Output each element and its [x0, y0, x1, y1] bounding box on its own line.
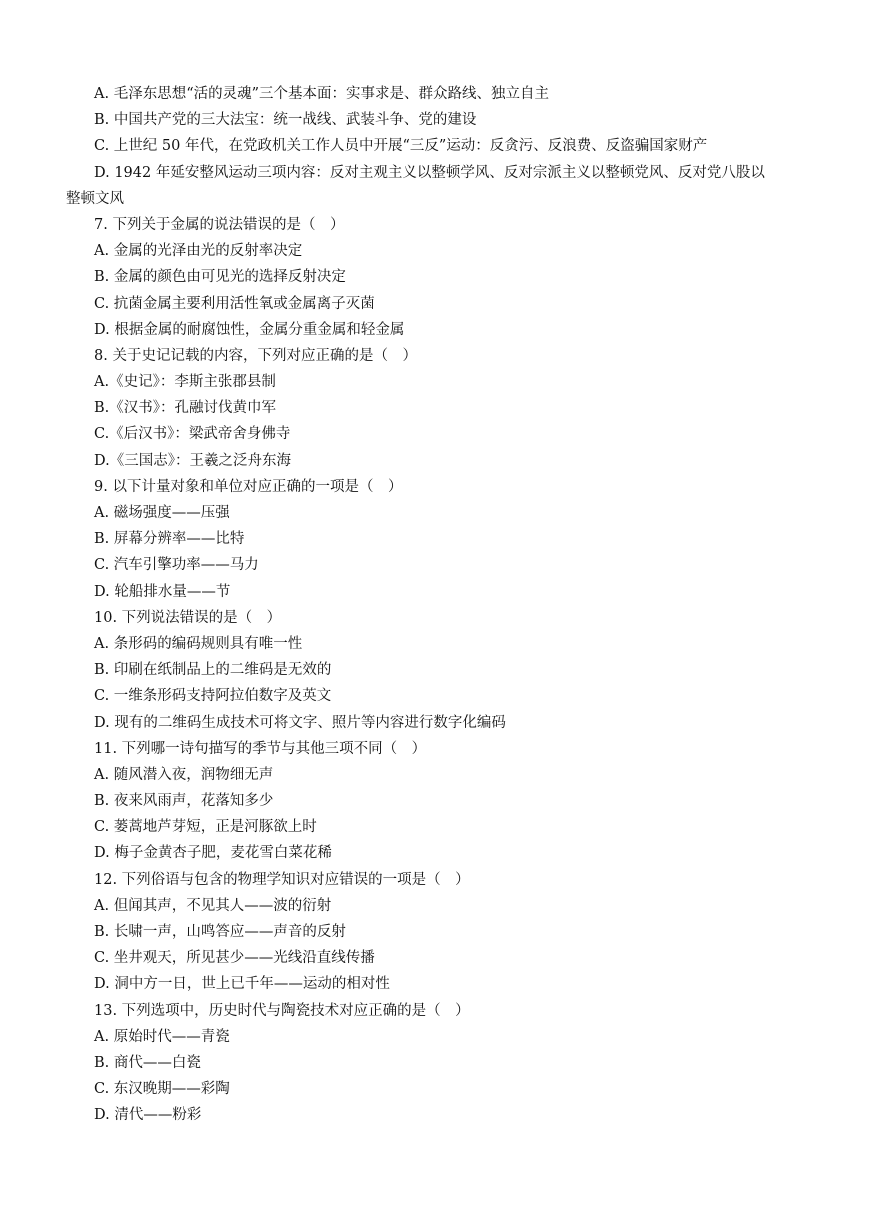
q12-option-c: C. 坐井观天，所见甚少——光线沿直线传播	[94, 950, 375, 967]
q10-option-b: B. 印刷在纸制品上的二维码是无效的	[94, 662, 332, 679]
q13-option-d: D. 清代——粉彩	[94, 1107, 202, 1124]
q7-option-d: D. 根据金属的耐腐蚀性，金属分重金属和轻金属	[94, 321, 405, 338]
q11-stem: 11. 下列哪一诗句描写的季节与其他三项不同（ ）	[94, 740, 427, 757]
q10-option-d: D. 现有的二维码生成技术可将文字、照片等内容进行数字化编码	[94, 714, 506, 731]
q6-option-d-line1: D. 1942 年延安整风运动三项内容：反对主观主义以整顿学风、反对宗派主义以整顿党风、反对党八股以	[94, 164, 765, 181]
q12-option-a: A. 但闻其声，不见其人——波的衍射	[94, 897, 332, 914]
q7-option-a: A. 金属的光泽由光的反射率决定	[94, 243, 303, 260]
q9-stem: 9. 以下计量对象和单位对应正确的一项是（ ）	[94, 478, 403, 495]
q6-option-b: B. 中国共产党的三大法宝：统一战线、武装斗争、党的建设	[94, 112, 477, 129]
q10-option-c: C. 一维条形码支持阿拉伯数字及英文	[94, 688, 332, 705]
q13-stem: 13. 下列选项中，历史时代与陶瓷技术对应正确的是（ ）	[94, 1002, 470, 1019]
q8-option-d: D.《三国志》：王羲之泛舟东海	[94, 452, 291, 469]
q12-option-d: D. 洞中方一日，世上已千年——运动的相对性	[94, 976, 390, 993]
q8-stem: 8. 关于史记记载的内容，下列对应正确的是（ ）	[94, 347, 417, 364]
q10-stem: 10. 下列说法错误的是（ ）	[94, 609, 282, 626]
q13-option-c: C. 东汉晚期——彩陶	[94, 1081, 230, 1098]
q7-option-b: B. 金属的颜色由可见光的选择反射决定	[94, 269, 346, 286]
q13-option-a: A. 原始时代——青瓷	[94, 1028, 230, 1045]
q9-option-d: D. 轮船排水量——节	[94, 583, 231, 600]
q6-option-c: C. 上世纪 50 年代，在党政机关工作人员中开展“三反”运动：反贪污、反浪费、反盗骗国家财产	[94, 138, 708, 155]
q8-option-a: A.《史记》：李斯主张郡县制	[94, 374, 276, 391]
q6-option-d-line2: 整顿文风	[66, 190, 124, 207]
q13-option-b: B. 商代——白瓷	[94, 1054, 201, 1071]
q11-option-d: D. 梅子金黄杏子肥，麦花雪白菜花稀	[94, 845, 332, 862]
q12-stem: 12. 下列俗语与包含的物理学知识对应错误的一项是（ ）	[94, 871, 470, 888]
q6-option-a: A. 毛泽东思想“活的灵魂”三个基本面：实事求是、群众路线、独立自主	[94, 86, 550, 102]
q7-option-c: C. 抗菌金属主要利用活性氧或金属离子灭菌	[94, 295, 375, 312]
q9-option-c: C. 汽车引擎功率——马力	[94, 557, 259, 574]
q10-option-a: A. 条形码的编码规则具有唯一性	[94, 635, 303, 652]
q8-option-b: B.《汉书》：孔融讨伐黄巾军	[94, 400, 277, 417]
q11-option-b: B. 夜来风雨声，花落知多少	[94, 793, 274, 810]
q12-option-b: B. 长啸一声，山鸣答应——声音的反射	[94, 924, 346, 940]
q9-option-b: B. 屏幕分辨率——比特	[94, 531, 245, 548]
q8-option-c: C.《后汉书》：梁武帝舍身佛寺	[94, 426, 291, 443]
q11-option-c: C. 蒌蒿地芦芽短，正是河豚欲上时	[94, 819, 317, 836]
q7-stem: 7. 下列关于金属的说法错误的是（ ）	[94, 216, 345, 233]
q11-option-a: A. 随风潜入夜，润物细无声	[94, 766, 274, 783]
q9-option-a: A. 磁场强度——压强	[94, 505, 230, 521]
question-list	[66, 81, 806, 1129]
